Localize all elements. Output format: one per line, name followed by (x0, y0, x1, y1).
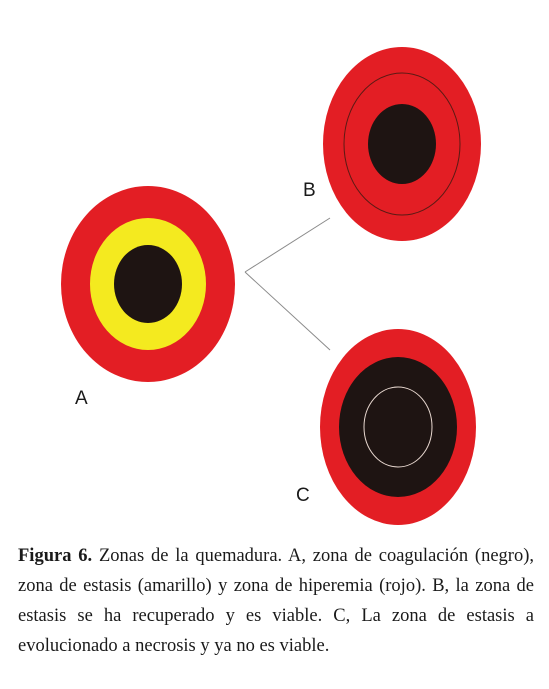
necrosis-zone-c (339, 357, 457, 497)
branch-line-c (245, 272, 330, 350)
caption-text: Zonas de la quemadura. A, zona de coagulación (negro), zona de estasis (amarillo) y zona de hiperemia (rojo). B, la zona de estasis se ha recuperado y es viable. C, La zona de estasis a evolucionado a necrosis y ya no es viable. (18, 546, 534, 656)
burn-diagram-a (61, 186, 235, 382)
figure-label: Figura 6. (18, 546, 93, 566)
label-c: C (296, 485, 310, 506)
burn-diagram-c (320, 329, 476, 525)
label-b: B (303, 180, 316, 201)
figure-caption (18, 541, 534, 661)
coagulation-zone-a (114, 245, 182, 323)
coagulation-zone-b (368, 104, 436, 184)
label-a: A (75, 388, 88, 409)
branch-line-b (245, 218, 330, 272)
burn-diagram-b (323, 47, 481, 241)
